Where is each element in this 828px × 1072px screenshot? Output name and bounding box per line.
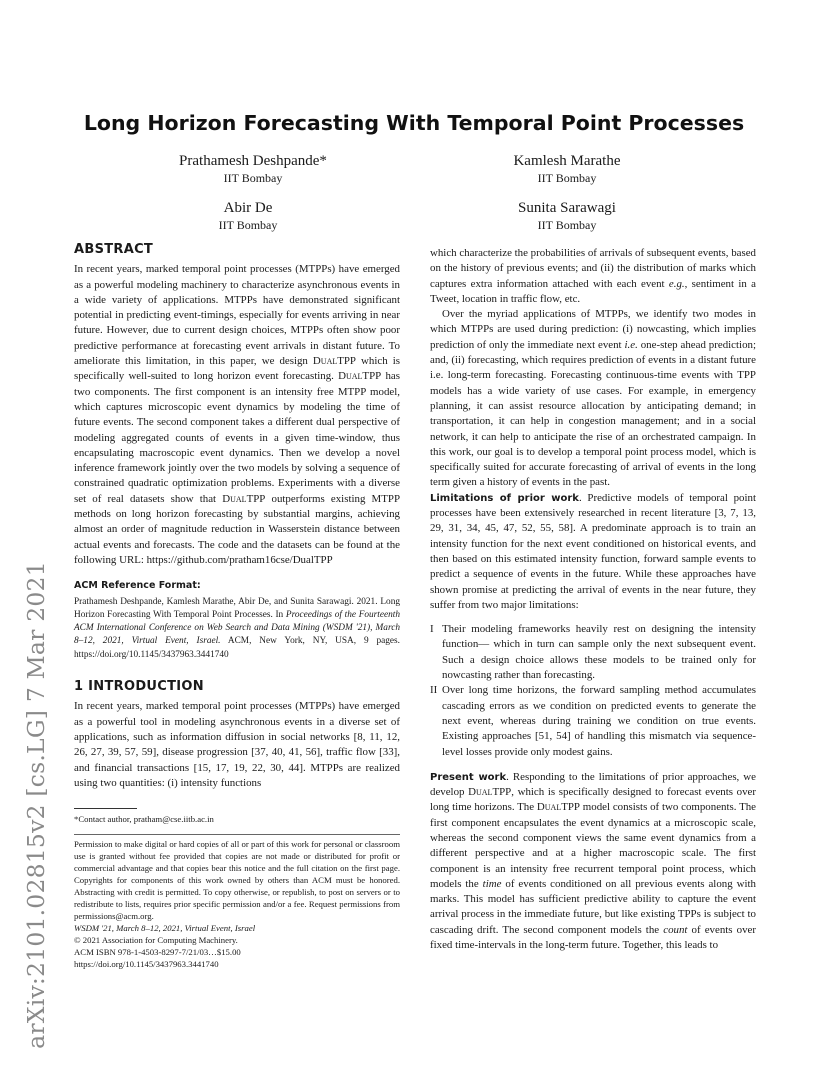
- permission-rule: [74, 834, 400, 835]
- permission-isbn: ACM ISBN 978-1-4503-8297-7/21/03…$15.00: [74, 947, 241, 957]
- permission-copyright: © 2021 Association for Computing Machinery.: [74, 935, 238, 945]
- abstract-text: In recent years, marked temporal point processes (MTPPs) have emerged as a powerful modeling machinery to characterize asynchronous events in a wide variety of applications. MTPPs have demonstrated significant potential in predicting event-timings, especially for events arriving in near future. However, due to current design choices, MTPPs often show poor predictive performance at forecasting event arrivals in distant future. To ameliorate this limitation, in this paper, we design DualTPP which is specifically well-suited to long horizon event forecasting. DualTPP has two components. The first component is an intensity free MTPP model, which captures microscopic event dynamics by modeling the time of future events. The second component takes a different dual perspective of modeling aggregated counts of events in a given time-window, thus encapsulating macroscopic event dynamics. Then we develop a novel inference framework jointly over the two models by solving a sequence of constrained quadratic optimization problems. Experiments with a diverse set of real datasets show that DualTPP outperforms existing MTPP methods on long horizon forecasting by substantial margins, achieving almost an order of magnitude reduction in Wasserstein distance between actual events and forecasts. The code and the datasets can be found at the following URL: https://github.com/pratham16cse/DualTPP: [74, 263, 400, 566]
- limitations-paragraph: Limitations of prior work. Predictive models of temporal point processes have been extensively researched in recent literature [3, 7, 13, 29, 31, 34, 45, 47, 52, 55, 58]. A predominate approach is to train an intensity function for the next event conditioned on historical events, and then based on this estimated intensity function, forward sample events to predict a sequence of events in the future. While these approaches have shown promise at predicting the arrival of events in the near future, they suffer from two major limitations:: [430, 491, 756, 611]
- author-block: [128, 152, 378, 186]
- arxiv-id: arXiv:2101.02815v2 [cs.LG] 7 Mar 2021: [22, 561, 50, 1049]
- author-name: Abir De: [223, 200, 273, 216]
- footnote-rule: [74, 808, 137, 809]
- permission-block: [74, 838, 400, 970]
- present-work-paragraph: Present work. Responding to the limitations of prior approaches, we develop DualTPP, which is specifically designed to forecast events over long time horizons. The DualTPP model consists of two components. The first component encapsulates the event dynamics at a microscopic scale, whereas the second component views the same event dynamics from a different perspective and at a higher macroscopic scale. The first component is an intensity free recurrent temporal point process, which models the time of events conditioned on all previous events along with marks. This model has sufficient predictive ability to capture the event arrival process in the immediate future, but like existing TPPs is subject to cascading drift. The second component models the count of events over fixed time-intervals in the long-term future. Together, this leads to: [430, 770, 756, 952]
- author-block: [442, 152, 692, 186]
- author-name: Prathamesh Deshpande*: [179, 153, 327, 169]
- right-column: [430, 246, 756, 953]
- arxiv-watermark: [12, 290, 60, 1049]
- paper-title: Long Horizon Forecasting With Temporal Point Processes: [83, 111, 745, 135]
- acm-reference-heading: ACM Reference Format:: [74, 580, 201, 592]
- author-affiliation: IIT Bombay: [218, 218, 278, 232]
- right-paragraph: which characterize the probabilities of arrivals of subsequent events, based on the history of previous events; and (ii) the distribution of marks which captures extra information attached with each event e.g., sentiment in a Tweet, location in traffic flow, etc.: [430, 247, 756, 305]
- intro-text: In recent years, marked temporal point processes (MTPPs) have emerged as a powerful tool in modeling asynchronous events in a diverse set of applications, such as information diffusion in social networks [8, 11, 12, 26, 27, 39, 57, 59], disease progression [37, 40, 41, 56], traffic flow [33], and financial transactions [15, 17, 19, 22, 30, 44]. MTPPs are realized using two quantities: (i) intensity functions: [74, 700, 400, 789]
- author-name: Sunita Sarawagi: [518, 200, 616, 216]
- author-name: Kamlesh Marathe: [513, 153, 621, 169]
- acm-reference-text: Prathamesh Deshpande, Kamlesh Marathe, Abir De, and Sunita Sarawagi. 2021. Long Horizon Forecasting With Temporal Point Processes. In Proceedings of the Fourteenth ACM International Conference on Web Search and Data Mining (WSDM '21), March 8–12, 2021, Virtual Event, Israel. ACM, New York, NY, USA, 9 pages. https://doi.org/10.1145/3437963.3441740: [74, 596, 401, 660]
- list-item: I Their modeling frameworks heavily rest on designing the intensity function— which in turn can sample only the next subsequent event. Such a design choice allows these models to be trained only for nowcasting rather than forecasting.: [430, 623, 756, 682]
- author-block: [123, 199, 373, 233]
- right-paragraph: Over the myriad applications of MTPPs, we identify two modes in which MTPPs are used during prediction: (i) nowcasting, which implies prediction of only the immediate next event i.e. one-step ahead prediction; and, (ii) forecasting, which requires prediction of events in a distant future i.e. long-term forecasting. Forecasting continuous-time events with TPP models has a wide variety of use cases. For example, in emergency planning, it can assist resource allocation by anticipating demand; in transportation, it can help in congestion management; and in a social network, it can help to anticipate the rise of an orchestrated campaign. In this work, our goal is to develop a temporal point process model, which is specifically suited for accurate forecasting of arrival of events in the long term given a history of events in the past.: [430, 308, 756, 489]
- author-affiliation: IIT Bombay: [537, 218, 597, 232]
- limitations-list: [430, 622, 756, 760]
- intro-heading: 1 INTRODUCTION: [74, 679, 204, 695]
- permission-doi: https://doi.org/10.1145/3437963.3441740: [74, 959, 219, 969]
- permission-text: Permission to make digital or hard copies of all or part of this work for personal or classroom use is granted without fee provided that copies are not made or distributed for profit or commercial advantage and that copies bear this notice and the full citation on the first page. Copyrights for components of this work owned by others than ACM must be honored. Abstracting with credit is permitted. To copy otherwise, or republish, to post on servers or to redistribute to lists, requires prior specific permission and/or a fee. Request permissions from permissions@acm.org.: [74, 839, 400, 921]
- list-item: II Over long time horizons, the forward sampling method accumulates cascading errors as we condition on predicted events to generate the next event, whereas during training we condition on true events. Existing approaches [51, 54] of handling this mismatch via sequence-level losses provide only modest gains.: [430, 684, 756, 758]
- permission-venue: WSDM '21, March 8–12, 2021, Virtual Event, Israel: [74, 923, 256, 933]
- author-affiliation: IIT Bombay: [223, 171, 283, 185]
- author-block: [442, 199, 692, 233]
- contact-footnote: *Contact author, pratham@cse.iitb.ac.in: [74, 814, 214, 824]
- left-column: [74, 242, 400, 791]
- author-affiliation: IIT Bombay: [537, 171, 597, 185]
- abstract-heading: ABSTRACT: [74, 242, 154, 257]
